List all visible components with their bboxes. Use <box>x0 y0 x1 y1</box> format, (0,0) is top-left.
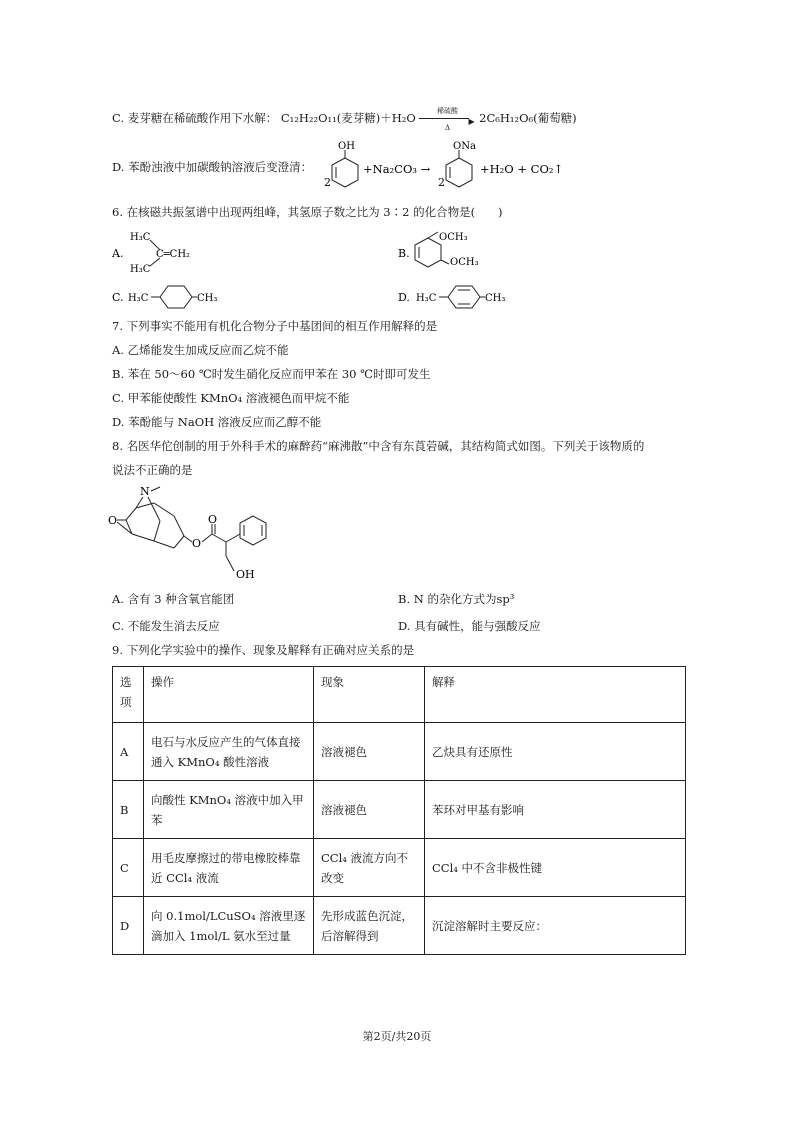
q7-stem: 7. 下列事实不能用有机化合物分子中基团间的相互作用解释的是 <box>112 319 438 333</box>
q7-option-a: A. 乙烯能发生加成反应而乙烷不能 <box>112 343 289 357</box>
svg-text:C═CH₂: C═CH₂ <box>156 249 191 260</box>
option-c-product: 2C₆H₁₂O₆(葡萄糖) <box>479 111 577 125</box>
svg-text:O: O <box>208 513 218 526</box>
q6-stem: 6. 在核磁共振氢谱中出现两组峰，其氢原子数之比为 3∶2 的化合物是( ) <box>112 205 503 219</box>
experiment-table <box>112 666 686 955</box>
row-explanation: 乙炔具有还原性 <box>425 723 686 781</box>
table-row <box>113 723 686 781</box>
option-c-prefix: C. 麦芽糖在稀硫酸作用下水解： <box>112 111 278 125</box>
table-row <box>113 839 686 897</box>
reaction-arrow: 稀硫酸 ▶ Δ <box>419 111 475 127</box>
benzene-ring-xylene <box>448 286 480 308</box>
page-footer: 第2页/共20页 <box>362 1030 432 1043</box>
row-phenomenon: CCl₄ 液流方向不改变 <box>314 839 425 897</box>
q8-option-b: B. N 的杂化方式为sp³ <box>398 592 515 606</box>
row-explanation: 苯环对甲基有影响 <box>425 781 686 839</box>
svg-text:B.: B. <box>398 247 410 260</box>
svg-text:OH: OH <box>236 568 255 581</box>
scopolamine-structure <box>108 478 293 586</box>
q8-stem-line2: 说法不正确的是 <box>112 463 193 477</box>
row-option: A <box>113 723 144 781</box>
q7-option-c: C. 甲苯能使酸性 KMnO₄ 溶液褪色而甲烷不能 <box>112 391 350 405</box>
svg-text:OCH₃: OCH₃ <box>439 232 468 243</box>
q8-option-a: A. 含有 3 种含氧官能团 <box>112 592 235 606</box>
coef1: 2 <box>324 176 331 189</box>
svg-text:O: O <box>192 537 202 550</box>
header-explanation: 解释 <box>425 667 686 723</box>
header-operation: 操作 <box>144 667 314 723</box>
q6-option-b <box>398 226 518 276</box>
q9-stem: 9. 下列化学实验中的操作、现象及解释有正确对应关系的是 <box>112 643 415 657</box>
svg-text:D.: D. <box>398 291 410 304</box>
option-c-reaction <box>112 107 577 132</box>
q8-stem-line1: 8. 名医华佗创制的用于外科手术的麻醉药“麻沸散”中含有东莨菪碱，其结构简式如图。下列关于该物质的 <box>112 439 645 453</box>
q8-option-d: D. 具有碱性，能与强酸反应 <box>398 619 541 633</box>
svg-text:A.: A. <box>112 247 124 260</box>
q6-option-d <box>398 282 528 312</box>
cyclohexane-ring <box>160 286 192 308</box>
row-phenomenon: 溶液褪色 <box>314 781 425 839</box>
q8-option-c: C. 不能发生消去反应 <box>112 619 220 633</box>
row-phenomenon: 先形成蓝色沉淀，后溶解得到 <box>314 897 425 955</box>
products-text: +H₂O + CO₂↑ <box>480 162 564 176</box>
svg-text:N: N <box>140 485 150 498</box>
svg-text:H₃C: H₃C <box>128 293 149 304</box>
header-phenomenon: 现象 <box>314 667 425 723</box>
coef2: 2 <box>438 176 445 189</box>
table-row <box>113 781 686 839</box>
row-operation: 用毛皮摩擦过的带电橡胶棒靠近 CCl₄ 液流 <box>144 839 314 897</box>
row-operation: 向酸性 KMnO₄ 溶液中加入甲苯 <box>144 781 314 839</box>
table-header-row <box>113 667 686 723</box>
svg-text:CH₃: CH₃ <box>197 293 218 304</box>
q7-option-d: D. 苯酚能与 NaOH 溶液反应而乙醇不能 <box>112 415 322 429</box>
middle-text: +Na₂CO₃ → <box>363 162 431 176</box>
q6-option-a <box>112 224 232 280</box>
catalyst-label: 稀硫酸 <box>436 107 458 115</box>
row-option: C <box>113 839 144 897</box>
row-option: B <box>113 781 144 839</box>
condition-label: Δ <box>444 124 451 132</box>
svg-text:CH₃: CH₃ <box>485 293 506 304</box>
row-operation: 向 0.1mol/LCuSO₄ 溶液里逐滴加入 1mol/L 氨水至过量 <box>144 897 314 955</box>
ona-group: ONa <box>453 141 476 152</box>
row-phenomenon: 溶液褪色 <box>314 723 425 781</box>
table-row <box>113 897 686 955</box>
row-operation: 电石与水反应产生的气体直接通入 KMnO₄ 酸性溶液 <box>144 723 314 781</box>
svg-text:H₃C: H₃C <box>416 293 437 304</box>
q7-option-b: B. 苯在 50～60 ℃时发生硝化反应而甲苯在 30 ℃时即可发生 <box>112 367 431 381</box>
row-explanation: CCl₄ 中不含非极性键 <box>425 839 686 897</box>
option-c-reactant: C₁₂H₂₂O₁₁(麦芽糖)＋H₂O <box>280 111 416 125</box>
svg-text:H₃C: H₃C <box>130 264 151 275</box>
row-explanation: 沉淀溶解时主要反应： <box>425 897 686 955</box>
phenol-reaction-structures <box>320 140 610 195</box>
q6-option-c <box>112 282 232 312</box>
svg-text:OCH₃: OCH₃ <box>450 257 479 268</box>
option-d-prefix: D. 苯酚浊液中加碳酸钠溶液后变澄清： <box>112 160 313 174</box>
row-option: D <box>113 897 144 955</box>
svg-text:C.: C. <box>112 291 124 304</box>
oh-group: OH <box>338 141 355 152</box>
svg-text:O: O <box>108 514 118 527</box>
svg-text:H₃C: H₃C <box>130 232 151 243</box>
header-option: 选项 <box>113 667 144 723</box>
